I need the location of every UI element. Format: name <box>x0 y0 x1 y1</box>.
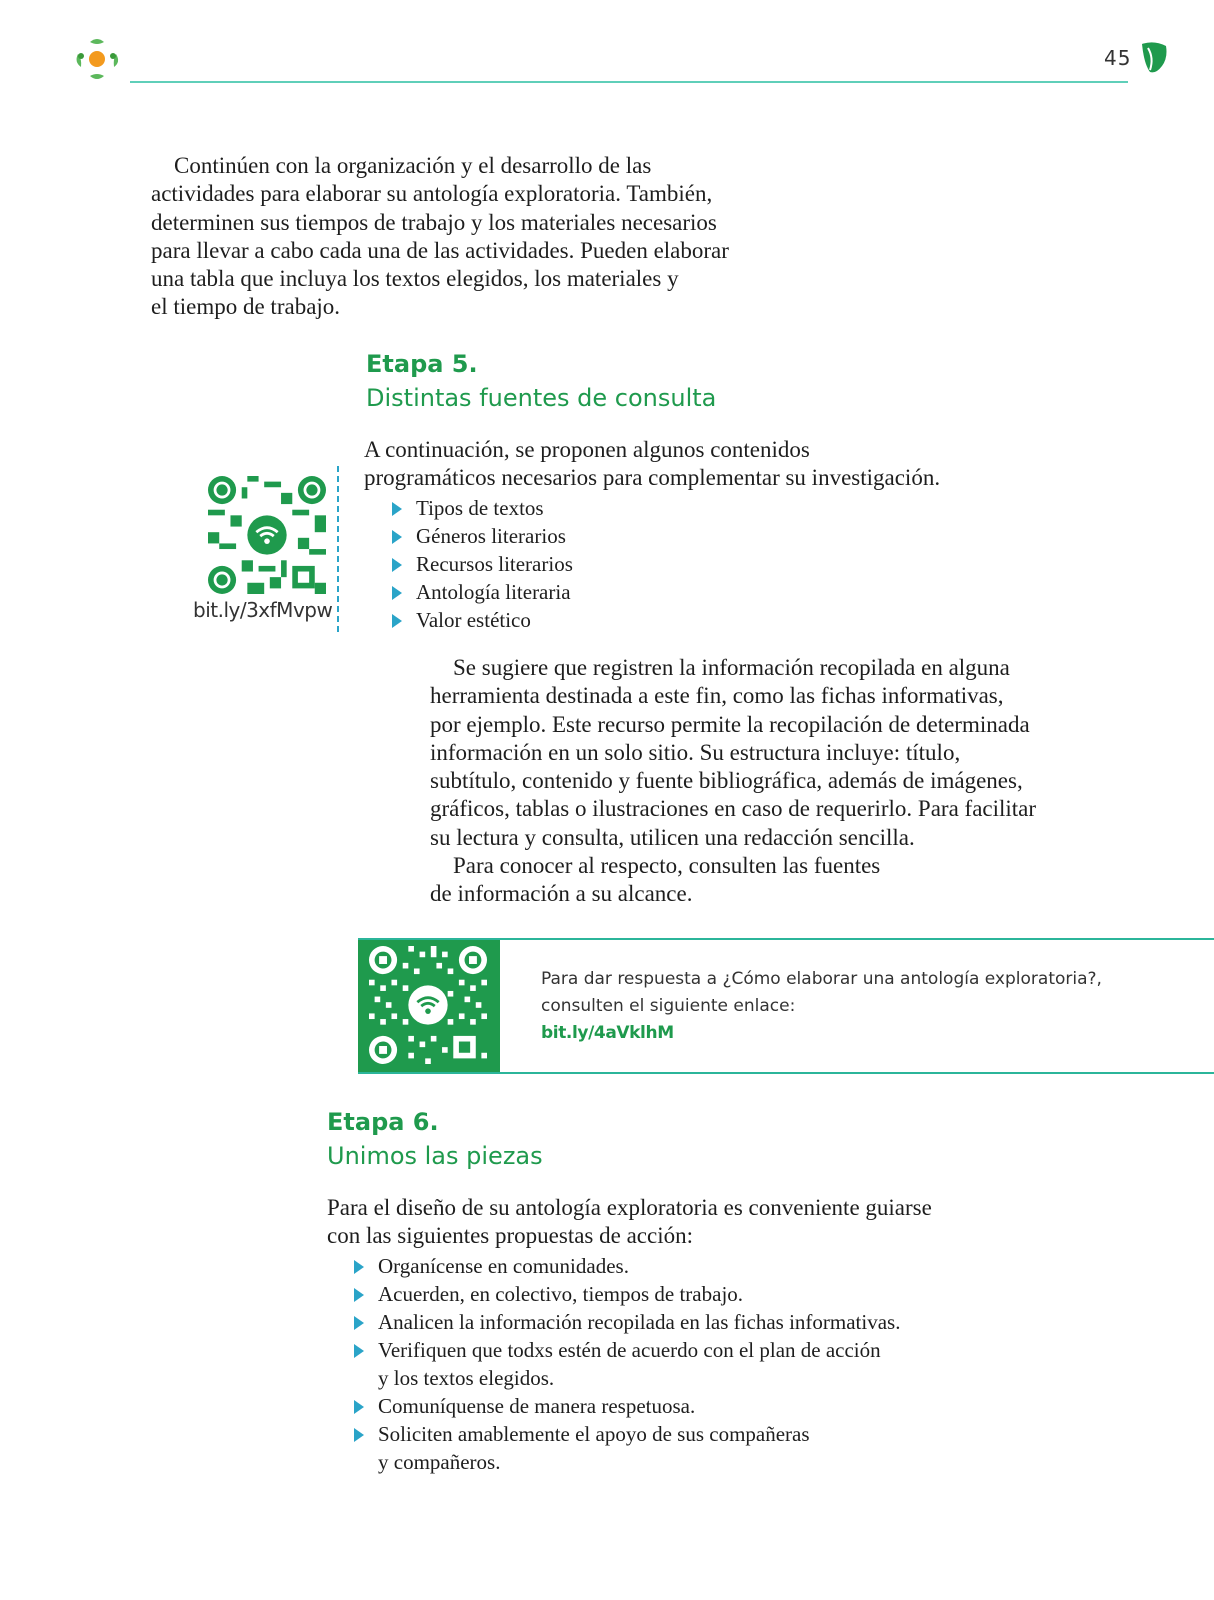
dotted-divider <box>337 466 339 632</box>
intro-paragraph <box>151 152 751 322</box>
list-item <box>354 1336 954 1392</box>
intro-line: el tiempo de trabajo. <box>151 294 341 320</box>
bullet-arrow-icon <box>392 558 402 572</box>
bullet-arrow-icon <box>354 1260 364 1274</box>
stage5-intro-line: programáticos necesarios para complementar su investigación. <box>364 465 941 491</box>
list-item-text: Acuerden, en colectivo, tiempos de trabajo. <box>378 1282 744 1306</box>
intro-line: actividades para elaborar su antología exploratoria. También, <box>151 181 713 207</box>
actions-list <box>354 1252 954 1476</box>
intro-line: para llevar a cabo cada una de las actividades. Pueden elaborar <box>151 237 729 263</box>
list-item <box>392 606 812 634</box>
intro-line: Continúen con la organización y el desarrollo de las <box>174 153 652 178</box>
logo-icon <box>70 34 126 84</box>
stage6-intro-line: Para el diseño de su antología exploratoria es conveniente guiarse <box>327 1195 932 1220</box>
stage5-title: Distintas fuentes de consulta <box>366 384 717 412</box>
intro-line: una tabla que incluya los textos elegidos, los materiales y <box>151 266 679 292</box>
link-box-line: Para dar respuesta a ¿Cómo elaborar una antología exploratoria?, <box>541 969 1102 989</box>
bullet-arrow-icon <box>354 1428 364 1442</box>
bullet-arrow-icon <box>354 1288 364 1302</box>
suggestion-line: subtítulo, contenido y fuente bibliográfica, además de imágenes, <box>430 768 1023 794</box>
list-item-text: Valor estético <box>416 608 531 632</box>
qr-short-link[interactable]: bit.ly/3xfMvpw <box>193 598 333 622</box>
stage6-title: Unimos las piezas <box>327 1142 543 1170</box>
list-item <box>392 578 812 606</box>
list-item-text: Verifiquen que todxs estén de acuerdo con el plan de acción <box>378 1338 881 1362</box>
bullet-arrow-icon <box>392 530 402 544</box>
qr-code-icon[interactable] <box>368 946 488 1064</box>
link-box-line: consulten el siguiente enlace: <box>541 996 796 1016</box>
list-item <box>392 522 812 550</box>
list-item-text: y los textos elegidos. <box>378 1366 555 1390</box>
list-item-text: y compañeros. <box>378 1450 501 1474</box>
list-item-text: Soliciten amablemente el apoyo de sus compañeras <box>378 1422 810 1446</box>
page-number: 45 <box>1104 46 1132 70</box>
list-item-text: Organícense en comunidades. <box>378 1254 629 1278</box>
bullet-arrow-icon <box>392 586 402 600</box>
suggestion-paragraph <box>430 654 1070 909</box>
link-box-bottom-rule <box>358 1072 1214 1074</box>
suggestion-line: Para conocer al respecto, consulten las fuentes <box>453 853 881 879</box>
stage6-number: Etapa 6. <box>327 1108 439 1136</box>
suggestion-line: gráficos, tablas o ilustraciones en caso de requerirlo. Para facilitar <box>430 796 1037 822</box>
bullet-arrow-icon <box>354 1400 364 1414</box>
bullet-arrow-icon <box>354 1344 364 1358</box>
suggestion-line: de información a su alcance. <box>430 881 693 907</box>
list-item-text: Recursos literarios <box>416 552 573 576</box>
topics-list <box>392 494 812 634</box>
leaf-icon <box>1138 40 1170 74</box>
list-item <box>392 494 812 522</box>
list-item-text: Analicen la información recopilada en las fichas informativas. <box>378 1310 901 1334</box>
link-box-url[interactable]: bit.ly/4aVklhM <box>541 1023 674 1043</box>
bullet-arrow-icon <box>392 614 402 628</box>
suggestion-line: su lectura y consulta, utilicen una redacción sencilla. <box>430 824 915 850</box>
intro-line: determinen sus tiempos de trabajo y los materiales necesarios <box>151 209 717 235</box>
list-item <box>354 1392 954 1420</box>
bullet-arrow-icon <box>354 1316 364 1330</box>
bullet-arrow-icon <box>392 502 402 516</box>
stage6-intro-line: con las siguientes propuestas de acción: <box>327 1223 693 1249</box>
stage5-intro-line: A continuación, se proponen algunos contenidos <box>364 437 810 462</box>
suggestion-line: Se sugiere que registren la información recopilada en alguna <box>453 655 1010 680</box>
stage5-number: Etapa 5. <box>366 350 478 378</box>
header-rule <box>130 81 1128 83</box>
suggestion-line: por ejemplo. Este recurso permite la recopilación de determinada <box>430 711 1030 737</box>
suggestion-line: información en un solo sitio. Su estructura incluye: título, <box>430 739 961 765</box>
qr-code-icon[interactable] <box>208 476 326 594</box>
link-box-text <box>541 966 1181 1047</box>
list-item <box>354 1280 954 1308</box>
suggestion-line: herramienta destinada a este fin, como las fichas informativas, <box>430 683 1004 709</box>
list-item-text: Tipos de textos <box>416 496 544 520</box>
list-item <box>354 1420 954 1476</box>
list-item-text: Comuníquense de manera respetuosa. <box>378 1394 696 1418</box>
list-item <box>354 1252 954 1280</box>
stage5-intro <box>364 436 984 493</box>
list-item <box>392 550 812 578</box>
list-item-text: Géneros literarios <box>416 524 566 548</box>
stage6-intro <box>327 1194 967 1251</box>
list-item-text: Antología literaria <box>416 580 571 604</box>
list-item <box>354 1308 954 1336</box>
